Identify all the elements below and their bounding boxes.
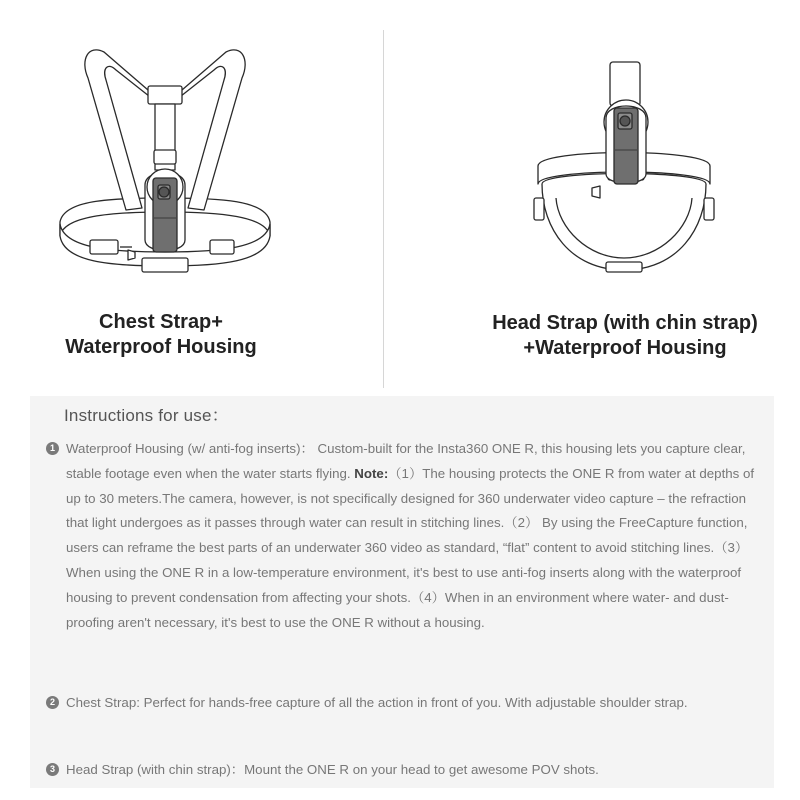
instruction-text: Chest Strap: Perfect for hands-free capture of all the action in front of you. With adjustable shoulder strap.: [66, 695, 688, 710]
note-label: Note:: [354, 465, 389, 481]
chest-caption-line-1: Chest Strap+: [99, 311, 223, 333]
note-text: （1）The housing protects the ONE R from water at depths of up to 30 meters.The camera, however, is not specifically designed for 360 underwater video capture – the refraction that light undergoes as it passes through water can result in stitching lines.（2） By using the FreeCapture function, users can reframe the best parts of an underwater 360 video as standard, “flat” content to avoid stitching lines.（3）When using the ONE R in a low-temperature environment, it's best to use anti-fog inserts along with the waterproof housing to prevent condensation from affecting your shots.（4）When in an environment where water- and dust-proofing aren't necessary, it's best to use the ONE R without a housing.: [66, 465, 755, 630]
number-badge: 2: [46, 696, 59, 709]
number-badge: 3: [46, 763, 59, 776]
head-strap-caption: [470, 311, 780, 361]
instruction-item: [46, 691, 766, 716]
head-caption-line-1: Head Strap (with chin strap): [492, 312, 758, 334]
column-divider: [383, 30, 384, 388]
chest-strap-caption: [30, 310, 292, 360]
instruction-text: Head Strap (with chin strap)：Mount the ONE R on your head to get awesome POV shots.: [66, 762, 599, 777]
head-caption-line-2: +Waterproof Housing: [523, 337, 727, 359]
chest-strap-illustration: [50, 40, 280, 290]
instruction-item: [46, 437, 766, 635]
number-badge: 1: [46, 442, 59, 455]
instruction-item: [46, 758, 766, 783]
head-strap-illustration: [528, 58, 720, 278]
instructions-title: Instructions for use：: [64, 406, 229, 425]
instruction-text: [66, 437, 766, 635]
instruction-lead: Waterproof Housing (w/ anti-fog inserts)： Custom-built for the Insta360 ONE R, this housing lets you capture clear, stable footage even when the water starts flying.: [66, 441, 746, 481]
instructions-panel: [30, 396, 774, 788]
chest-caption-line-2: Waterproof Housing: [65, 336, 257, 358]
